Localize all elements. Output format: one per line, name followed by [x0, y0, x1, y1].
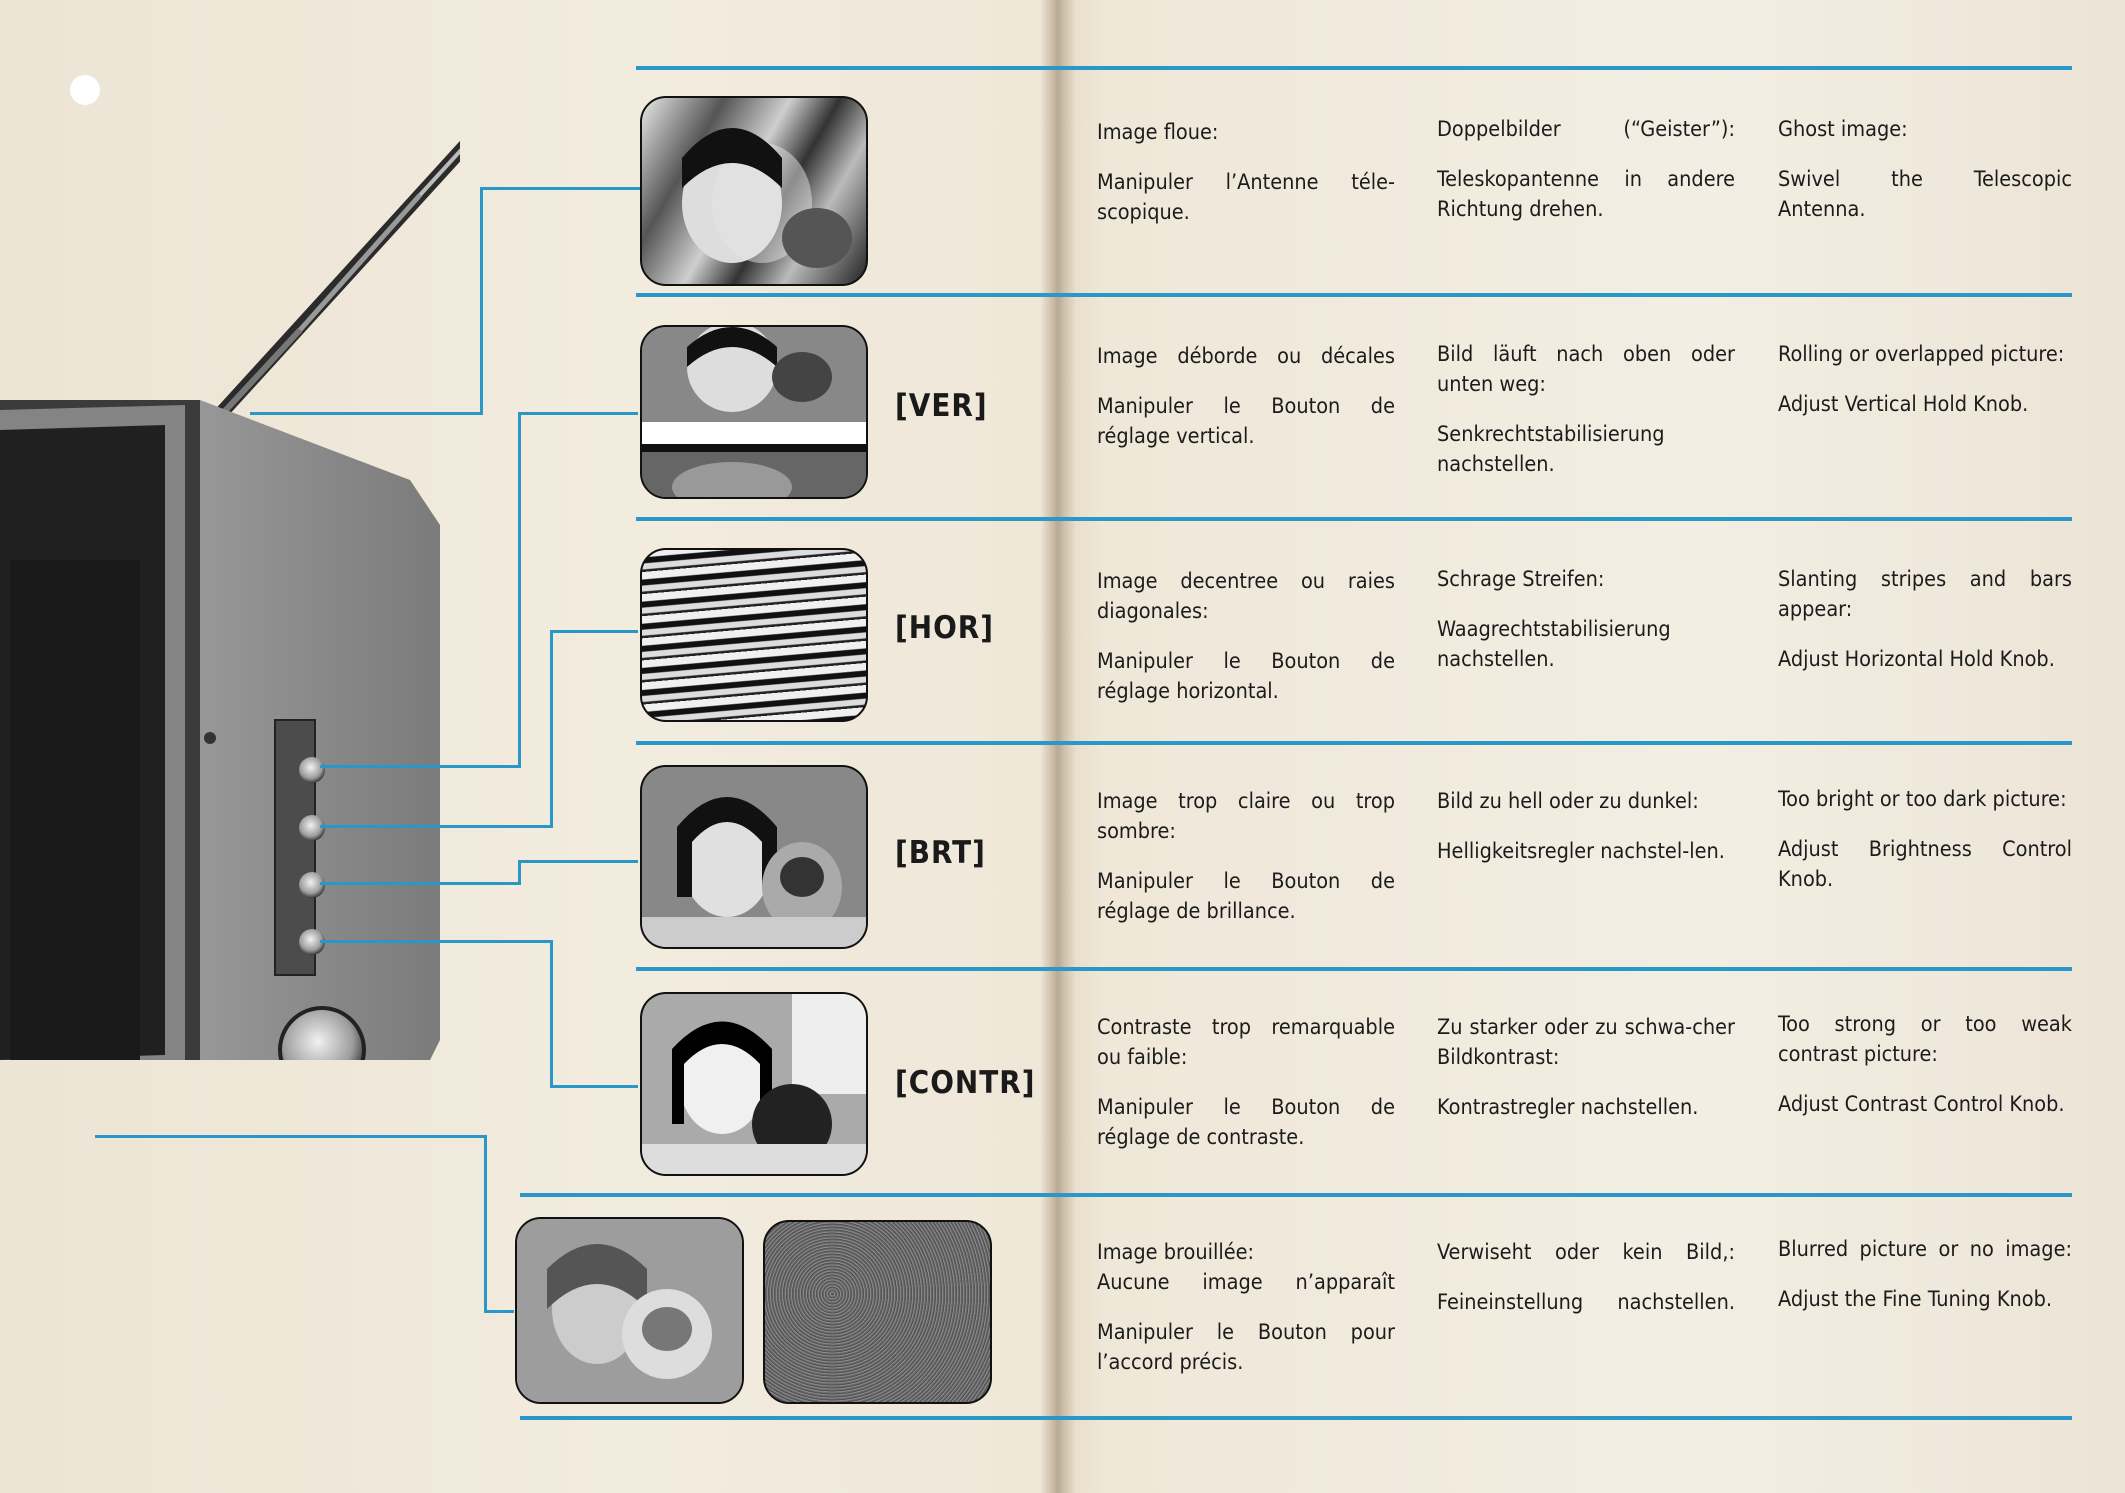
separator-line — [636, 293, 2072, 297]
en-col — [1778, 340, 2072, 420]
en-col — [1778, 565, 2072, 675]
slanting-stripes-thumbnail — [640, 548, 868, 722]
en-action: Adjust Horizontal Hold Knob. — [1778, 647, 2055, 672]
en-action: Adjust Brightness Control Knob. — [1778, 837, 2072, 892]
blurred-picture-thumbnail — [515, 1217, 744, 1404]
en-action: Adjust Contrast Control Knob. — [1778, 1092, 2065, 1117]
contrast-thumbnail — [640, 992, 868, 1176]
de-col — [1437, 565, 1735, 675]
separator-line — [636, 741, 2072, 745]
en-col — [1778, 1235, 2072, 1315]
de-title: Schrage Streifen: — [1437, 567, 1605, 592]
connector-fine-h — [484, 1310, 514, 1313]
en-col — [1778, 785, 2072, 895]
connector-fine-v — [484, 1135, 487, 1310]
fr-title: Image floue: — [1097, 120, 1219, 145]
connector-brt-v — [518, 860, 521, 885]
de-title: Bild zu hell oder zu dunkel: — [1437, 789, 1699, 814]
too-bright-thumbnail — [640, 765, 868, 949]
fr-col — [1097, 342, 1395, 452]
connector-contr — [320, 940, 552, 943]
fr-action: Manipuler le Bouton de réglage vertical. — [1097, 394, 1395, 449]
connector-ver-v — [518, 412, 521, 768]
en-title: Slanting stripes and bars appear: — [1778, 567, 2072, 622]
brightness-knob — [299, 872, 325, 898]
en-col — [1778, 1010, 2072, 1120]
de-col — [1437, 1013, 1735, 1123]
fr-action: Manipuler le Bouton de réglage horizontal. — [1097, 649, 1395, 704]
de-action: Senkrechtstabilisierung nachstellen. — [1437, 422, 1665, 477]
de-title: Bild läuft nach oben oder unten weg: — [1437, 342, 1735, 397]
de-action: Kontrastregler nachstellen. — [1437, 1095, 1699, 1120]
fr-col — [1097, 1013, 1395, 1153]
en-action: Adjust Vertical Hold Knob. — [1778, 392, 2029, 417]
label-contr: [CONTR] — [895, 1065, 1036, 1101]
en-col — [1778, 115, 2072, 225]
fr-title: Image déborde ou décales — [1097, 344, 1395, 369]
fr-col — [1097, 118, 1395, 228]
de-action: Feineinstellung nachstellen. — [1437, 1290, 1735, 1315]
connector-ver — [320, 765, 520, 768]
ghost-image-thumbnail — [640, 96, 868, 286]
connector-contr-v — [550, 940, 553, 1085]
connector-antenna-v — [480, 187, 483, 415]
label-hor: [HOR] — [895, 610, 995, 646]
fr-action: Manipuler le Bouton de réglage de contraste. — [1097, 1095, 1395, 1150]
en-title: Too bright or too dark picture: — [1778, 787, 2067, 812]
fr-col — [1097, 567, 1395, 707]
fr-action: Manipuler le Bouton de réglage de brillance. — [1097, 869, 1395, 924]
connector-antenna-h — [480, 187, 640, 190]
horizontal-knob — [299, 815, 325, 841]
no-image-static-thumbnail — [763, 1220, 992, 1404]
de-action: Helligkeitsregler nachstel-len. — [1437, 839, 1725, 864]
de-title: Verwiseht oder kein Bild,: — [1437, 1240, 1735, 1265]
de-col — [1437, 787, 1735, 867]
connector-brt-h — [518, 860, 638, 863]
connector-brt — [320, 882, 520, 885]
connector-antenna — [250, 412, 480, 415]
de-title: Doppelbilder (“Geister”): — [1437, 117, 1735, 142]
de-title: Zu starker oder zu schwa-cher Bildkontrast: — [1437, 1015, 1735, 1070]
vertical-knob — [299, 757, 325, 783]
separator-line — [520, 1416, 2072, 1420]
en-action: Swivel the Telescopic Antenna. — [1778, 167, 2072, 222]
en-action: Adjust the Fine Tuning Knob. — [1778, 1287, 2053, 1312]
separator-line — [636, 517, 2072, 521]
fr-action: Manipuler l’Antenne téle-scopique. — [1097, 170, 1395, 225]
fr-col — [1097, 1238, 1395, 1378]
separator-line — [636, 66, 2072, 70]
connector-ver-h — [518, 412, 638, 415]
de-action: Waagrechtstabilisierung nachstellen. — [1437, 617, 1671, 672]
separator-line — [520, 1193, 2072, 1197]
fr-title: Image trop claire ou trop sombre: — [1097, 789, 1395, 844]
connector-fine — [95, 1135, 485, 1138]
connector-contr-h — [550, 1085, 638, 1088]
fr-subtitle: Aucune image n’apparaît — [1097, 1270, 1395, 1295]
fr-col — [1097, 787, 1395, 927]
television-illustration — [0, 60, 460, 1060]
fr-action: Manipuler le Bouton pour l’accord précis. — [1097, 1320, 1395, 1375]
de-col — [1437, 340, 1735, 480]
de-action: Teleskopantenne in andere Richtung drehen. — [1437, 167, 1735, 222]
rolling-picture-thumbnail — [640, 325, 868, 499]
connector-hor-h — [550, 630, 638, 633]
connector-hor-v — [550, 630, 553, 828]
center-fold — [1040, 0, 1076, 1493]
en-title: Blurred picture or no image: — [1778, 1237, 2072, 1262]
label-ver: [VER] — [895, 388, 988, 424]
separator-line — [636, 967, 2072, 971]
label-brt: [BRT] — [895, 835, 986, 871]
fr-title: Image brouillée: — [1097, 1240, 1255, 1265]
de-col — [1437, 115, 1735, 225]
de-col — [1437, 1238, 1735, 1318]
fr-title: Contraste trop remarquable ou faible: — [1097, 1015, 1395, 1070]
en-title: Ghost image: — [1778, 117, 1908, 142]
connector-hor — [320, 825, 552, 828]
fr-title: Image decentree ou raies diagonales: — [1097, 569, 1395, 624]
en-title: Too strong or too weak contrast picture: — [1778, 1012, 2072, 1067]
en-title: Rolling or overlapped picture: — [1778, 342, 2065, 367]
